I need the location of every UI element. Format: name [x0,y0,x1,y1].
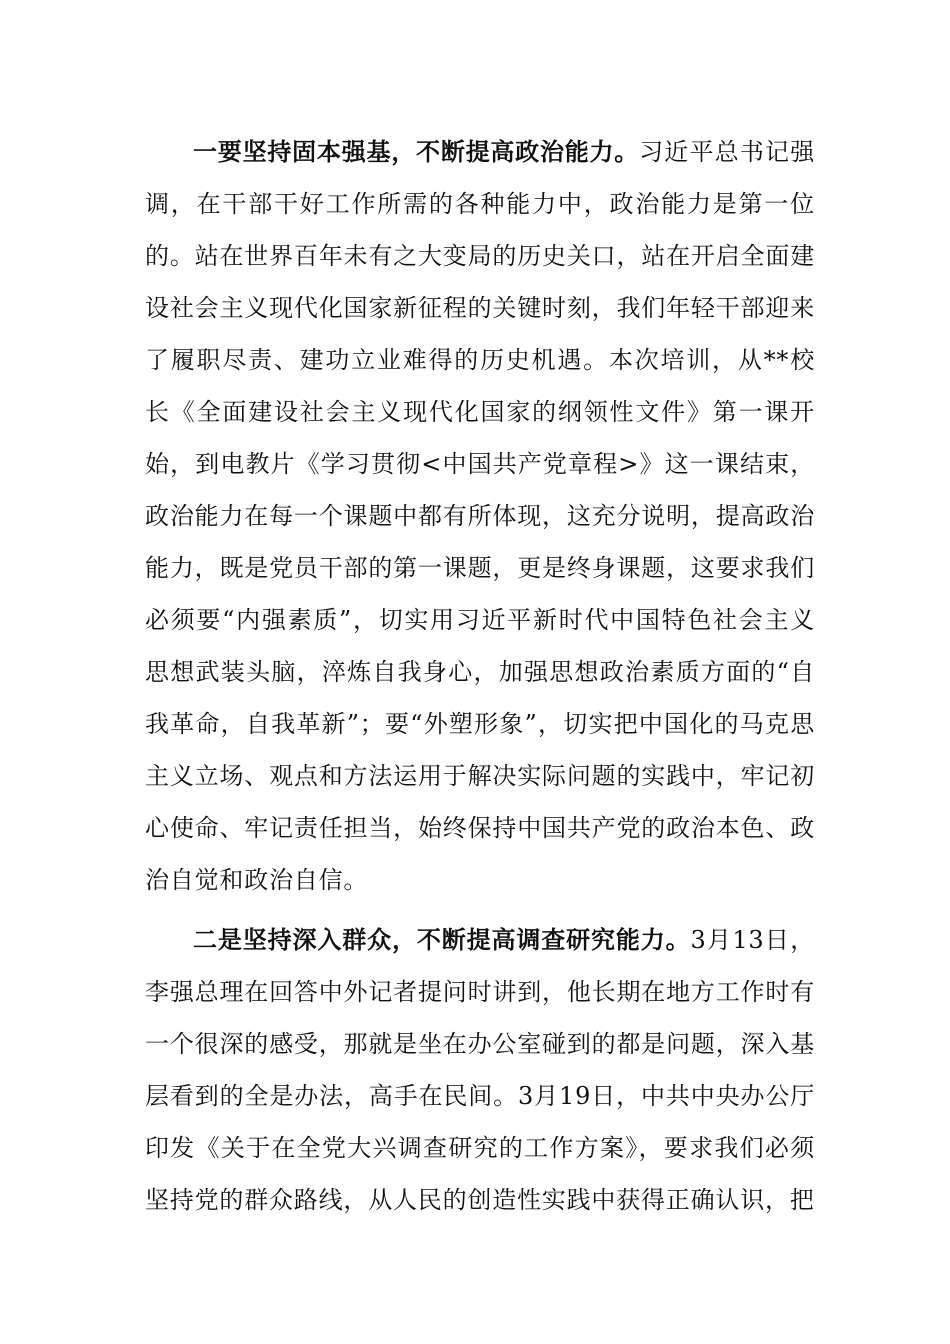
paragraph-body-text: 3月13日，李强总理在回答中外记者提问时讲到，他长期在地方工作时有一个很深的感受，那就是坐在办公室碰到的都是问题，深入基层看到的全是办法，高手在民间。3月19日，中共中央办公厅印发《关于在全党大兴调查研究的工作方案》，要求我们必须坚持党的群众路线，从人民的创造性实践中获得正确认识，把 [145,926,816,1214]
paragraph-lead-heading: 二是坚持深入群众，不断提高调查研究能力。 [193,926,691,954]
document-body [145,126,815,1226]
paragraph-political-ability [145,126,815,906]
paragraph-research-ability [145,914,815,1226]
paragraph-lead-heading: 一要坚持固本强基，不断提高政治能力。 [193,138,640,166]
paragraph-body-text: 习近平总书记强调，在干部干好工作所需的各种能力中，政治能力是第一位的。站在世界百年未有之大变局的历史关口，站在开启全面建设社会主义现代化国家新征程的关键时刻，我们年轻干部迎来了履职尽责、建功立业难得的历史机遇。本次培训，从**校长《全面建设社会主义现代化国家的纲领性文件》第一课开始，到电教片《学习贯彻<中国共产党章程>》这一课结束，政治能力在每一个课题中都有所体现，这充分说明，提高政治能力，既是党员干部的第一课题，更是终身课题，这要求我们必须要“内强素质”，切实用习近平新时代中国特色社会主义思想武装头脑，淬炼自我身心，加强思想政治素质方面的“自我革命，自我革新”；要“外塑形象”，切实把中国化的马克思主义立场、观点和方法运用于解决实际问题的实践中，牢记初心使命、牢记责任担当，始终保持中国共产党的政治本色、政治自觉和政治自信。 [145,138,815,894]
